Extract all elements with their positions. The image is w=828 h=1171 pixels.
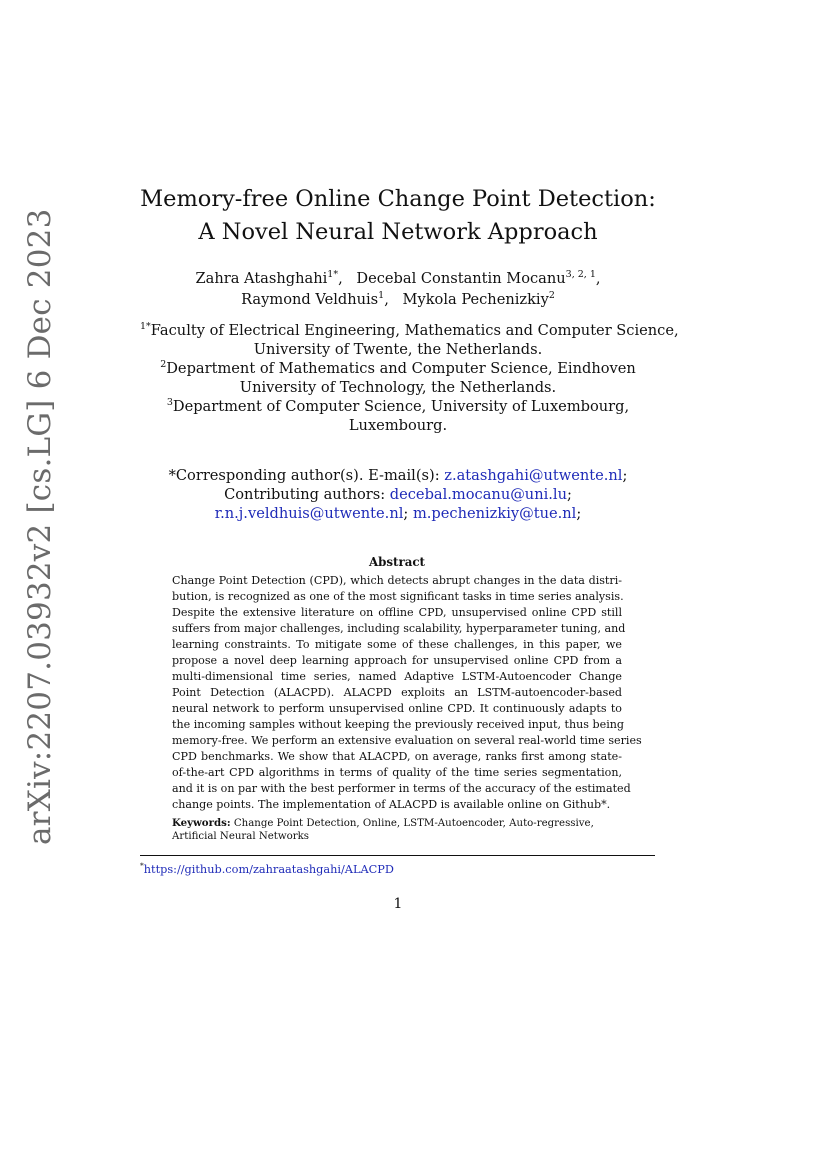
corresponding-email-link[interactable]: z.atashgahi@utwente.nl [444, 467, 623, 484]
affiliation-1 [140, 321, 679, 340]
abstract-body [172, 573, 642, 813]
footnote-mark: * [140, 861, 144, 870]
keywords-text: Change Point Detection, Online, LSTM-Autoencoder, Auto-regressive, [233, 818, 594, 829]
arxiv-stamp: arXiv:2207.03932v2 [cs.LG] 6 Dec 2023 [22, 208, 58, 845]
corresponding-label: *Corresponding author(s). E-mail(s): [168, 467, 440, 484]
keywords-line-1 [172, 817, 622, 831]
footnote [140, 862, 655, 878]
keywords [172, 817, 622, 843]
page-number: 1 [393, 896, 403, 912]
abstract-line: suffers from major challenges, including scalability, hyperparameter tuning, and [172, 622, 626, 635]
contributing-email-link[interactable]: m.pechenizkiy@tue.nl [412, 505, 577, 522]
author-line-1 [150, 268, 646, 289]
affiliation-3 [140, 397, 656, 416]
affiliation-text: Department of Mathematics and Computer Science, Eindhoven [166, 360, 636, 377]
title-line-1: Memory-free Online Change Point Detection: [140, 186, 656, 212]
corresponding-author-line [150, 466, 646, 485]
author-line-2 [150, 289, 646, 310]
github-link[interactable]: https://github.com/zahraatashgahi/ALACPD [143, 863, 394, 876]
abstract-line: Change Point Detection (CPD), which detects abrupt changes in the data distri- [172, 574, 622, 587]
abstract-line: and it is on par with the best performer in terms of the accuracy of the estimated [172, 782, 631, 795]
email-separator: ; [622, 467, 628, 484]
author-separator: , [338, 270, 343, 287]
paper-title [120, 183, 676, 249]
affiliation-mark: 3 [166, 397, 173, 408]
abstract-line: memory-free. We perform an extensive evaluation on several real-world time series [172, 734, 642, 747]
author-list [150, 268, 646, 310]
affiliation-text: Department of Computer Science, University of Luxembourg, [172, 398, 630, 415]
abstract-line: of-the-art CPD algorithms in terms of quality of the time series segmentation, [172, 766, 622, 779]
abstract-line: propose a novel deep learning approach for unsupervised online CPD from a [172, 654, 622, 667]
footnote-divider [140, 855, 655, 856]
affiliation-3-cont: Luxembourg. [348, 417, 448, 434]
affiliation-list [140, 321, 679, 435]
author-separator: , [384, 291, 389, 308]
contributing-emails-line [150, 504, 646, 523]
abstract-line: Point Detection (ALACPD). ALACPD exploits an LSTM-autoencoder-based [172, 686, 622, 699]
affiliation-2-cont: University of Technology, the Netherlands. [239, 379, 557, 396]
keywords-line-2: Artificial Neural Networks [172, 830, 310, 842]
contributing-authors-line [150, 485, 646, 504]
author-name: Zahra Atashghahi [195, 270, 328, 287]
abstract-line: learning constraints. To mitigate some of these challenges, in this paper, we [172, 638, 622, 651]
abstract-line: neural network to perform unsupervised online CPD. It continuously adapts to [172, 702, 622, 715]
author-name: Decebal Constantin Mocanu [356, 270, 566, 287]
affiliation-text: Faculty of Electrical Engineering, Mathematics and Computer Science, [150, 322, 679, 339]
affiliation-mark: 1* [140, 321, 151, 332]
author-name: Raymond Veldhuis [241, 291, 379, 308]
author-affiliation-mark: 3, 2, 1 [565, 269, 596, 280]
abstract-heading: Abstract [369, 555, 425, 569]
author-affiliation-mark: 1* [327, 269, 339, 280]
title-line-2: A Novel Neural Network Approach [198, 219, 598, 245]
abstract-line: the incoming samples without keeping the previously received input, thus being [172, 718, 624, 731]
abstract-line: bution, is recognized as one of the most significant tasks in time series analysis. [172, 590, 624, 603]
affiliation-2 [140, 359, 656, 378]
abstract-line: CPD benchmarks. We show that ALACPD, on average, ranks first among state- [172, 750, 622, 763]
affiliation-mark: 2 [160, 359, 167, 370]
author-affiliation-mark: 2 [548, 290, 555, 301]
author-name: Mykola Pechenizkiy [402, 291, 549, 308]
email-separator: ; [576, 505, 582, 522]
contributing-label: Contributing authors: [224, 486, 386, 503]
author-separator: , [595, 270, 601, 287]
affiliation-1-cont: University of Twente, the Netherlands. [253, 341, 543, 358]
author-affiliation-mark: 1 [378, 290, 385, 301]
email-separator: ; [403, 505, 409, 522]
contributing-email-link[interactable]: decebal.mocanu@uni.lu [389, 486, 567, 503]
abstract-line: change points. The implementation of ALACPD is available online on Github*. [172, 798, 611, 811]
keywords-label: Keywords: [172, 817, 231, 829]
abstract-line: Despite the extensive literature on offline CPD, unsupervised online CPD still [172, 606, 622, 619]
email-separator: ; [566, 486, 572, 503]
abstract-line: multi-dimensional time series, named Adaptive LSTM-Autoencoder Change [172, 670, 622, 683]
contact-info [150, 466, 646, 523]
contributing-email-link[interactable]: r.n.j.veldhuis@utwente.nl [214, 505, 404, 522]
